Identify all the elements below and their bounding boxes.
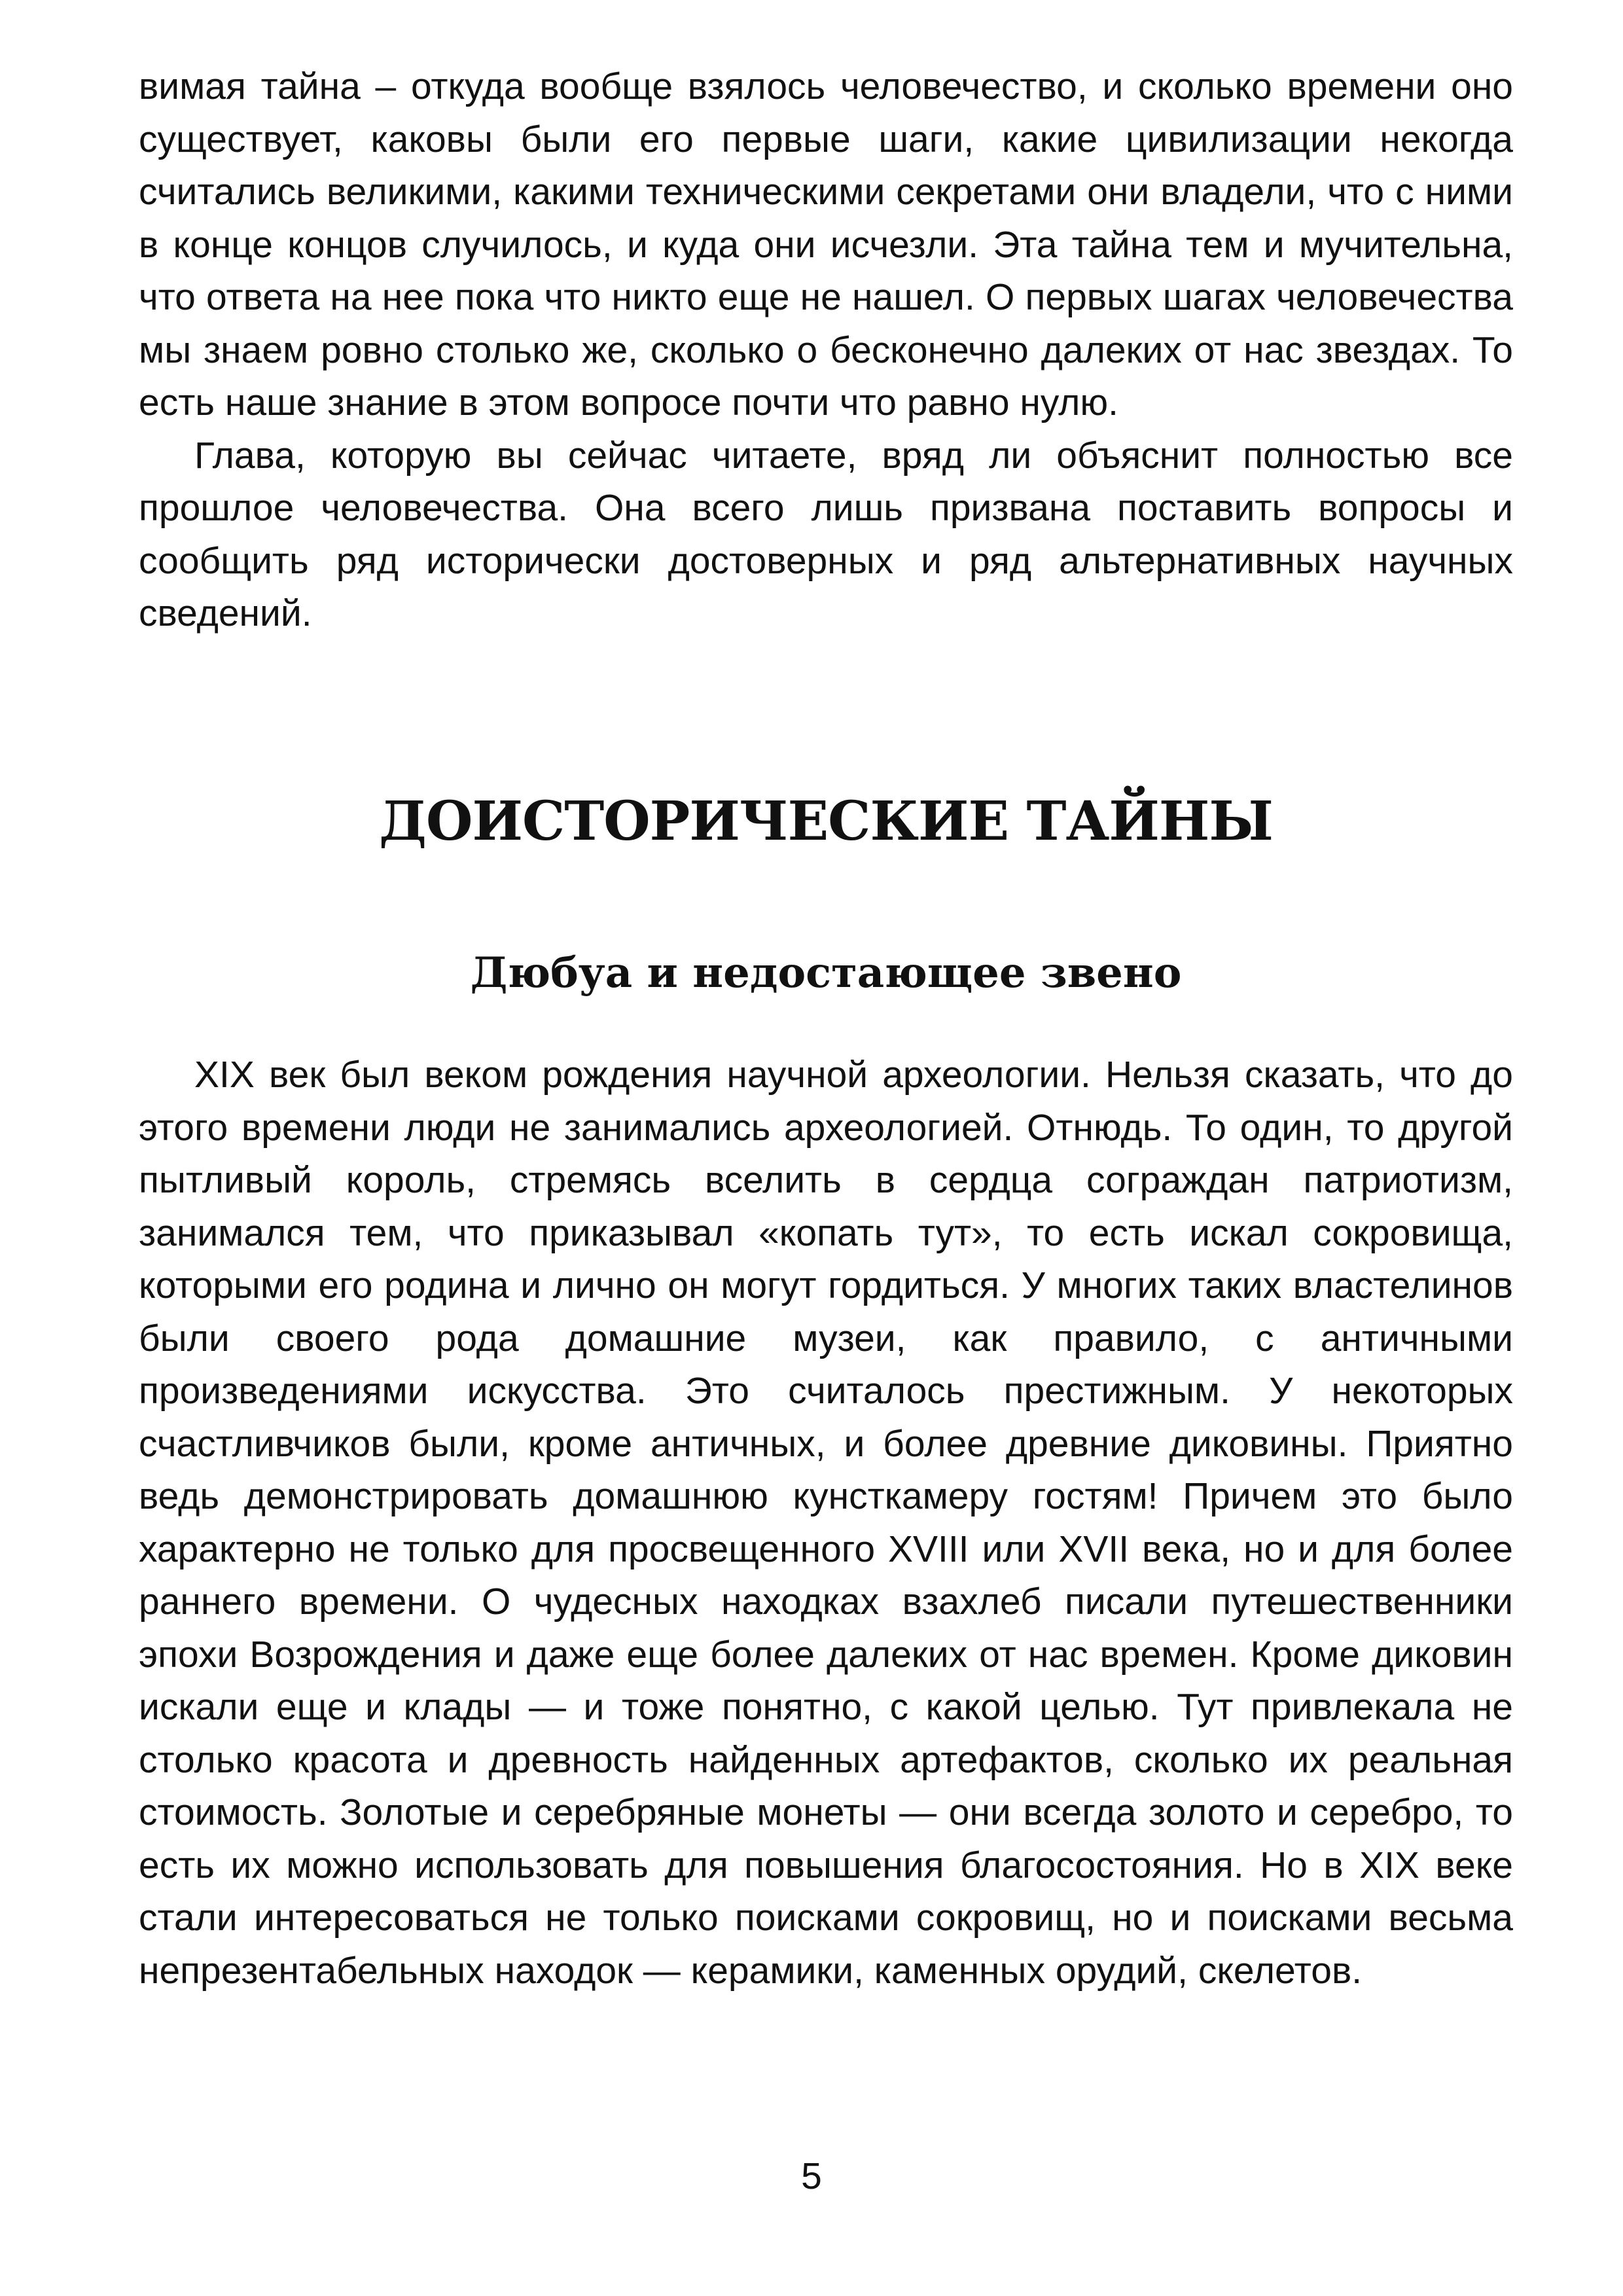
- section-paragraph-1: XIX век был веком рождения научной археологии. Нельзя сказать, что до этого времени люди не занимались археологией. Отнюдь. То один, то другой пытливый король, стремясь вселить в сердца сограждан патриотизм, занимался тем, что приказывал «копать тут», то есть искал сокровища, которыми его родина и лично он могут гордиться. У многих таких властелинов были своего рода домашние музеи, как правило, с античными произведениями искусства. Это считалось престижным. У некоторых счастливчиков были, кроме античных, и более древние диковины. Приятно ведь демонстрировать домашнюю кунсткамеру гостям! Причем это было характерно не только для просвещенного XVIII или XVII века, но и для более раннего времени. О чудесных находках взахлеб писали путешественники эпохи Возрождения и даже еще более далеких от нас времен. Кроме диковин искали еще и клады — и тоже понятно, с какой целью. Тут привлекала не столько красота и древность найденных артефактов, сколько их реальная стоимость. Золотые и серебряные монеты — они всегда золото и серебро, то есть их можно использовать для повышения благосостояния. Но в XIX веке стали интересоваться не только поисками сокровищ, но и поисками весьма непрезентабельных находок — керамики, каменных орудий, скелетов.: [139, 1054, 1513, 1992]
- intro-paragraph-2: Глава, которую вы сейчас читаете, вряд ли объяснит полностью все прошлое человечества. Она всего лишь призвана поставить вопросы и сообщить ряд исторически достоверных и ряд альтернативных научных сведений.: [139, 434, 1513, 634]
- chapter-title: ДОИСТОРИЧЕСКИЕ ТАЙНЫ: [379, 790, 1273, 853]
- section-title: Дюбуа и недостающее звено: [470, 948, 1182, 997]
- section-text-block: [139, 1049, 1513, 1997]
- page-number: 5: [801, 2155, 822, 2197]
- intro-paragraph-1: вимая тайна – откуда вообще взялось человечество, и сколько времени оно существует, каковы были его первые шаги, какие цивилизации некогда считались великими, какими техническими секретами они владели, что с ними в конце концов случилось, и куда они исчезли. Эта тайна тем и мучительна, что ответа на нее пока что никто еще не нашел. О первых шагах человечества мы знаем ровно столько же, сколько о бесконечно далеких от нас звездах. То есть наше знание в этом вопросе почти что равно нулю.: [139, 65, 1513, 423]
- intro-text-block: [139, 60, 1513, 640]
